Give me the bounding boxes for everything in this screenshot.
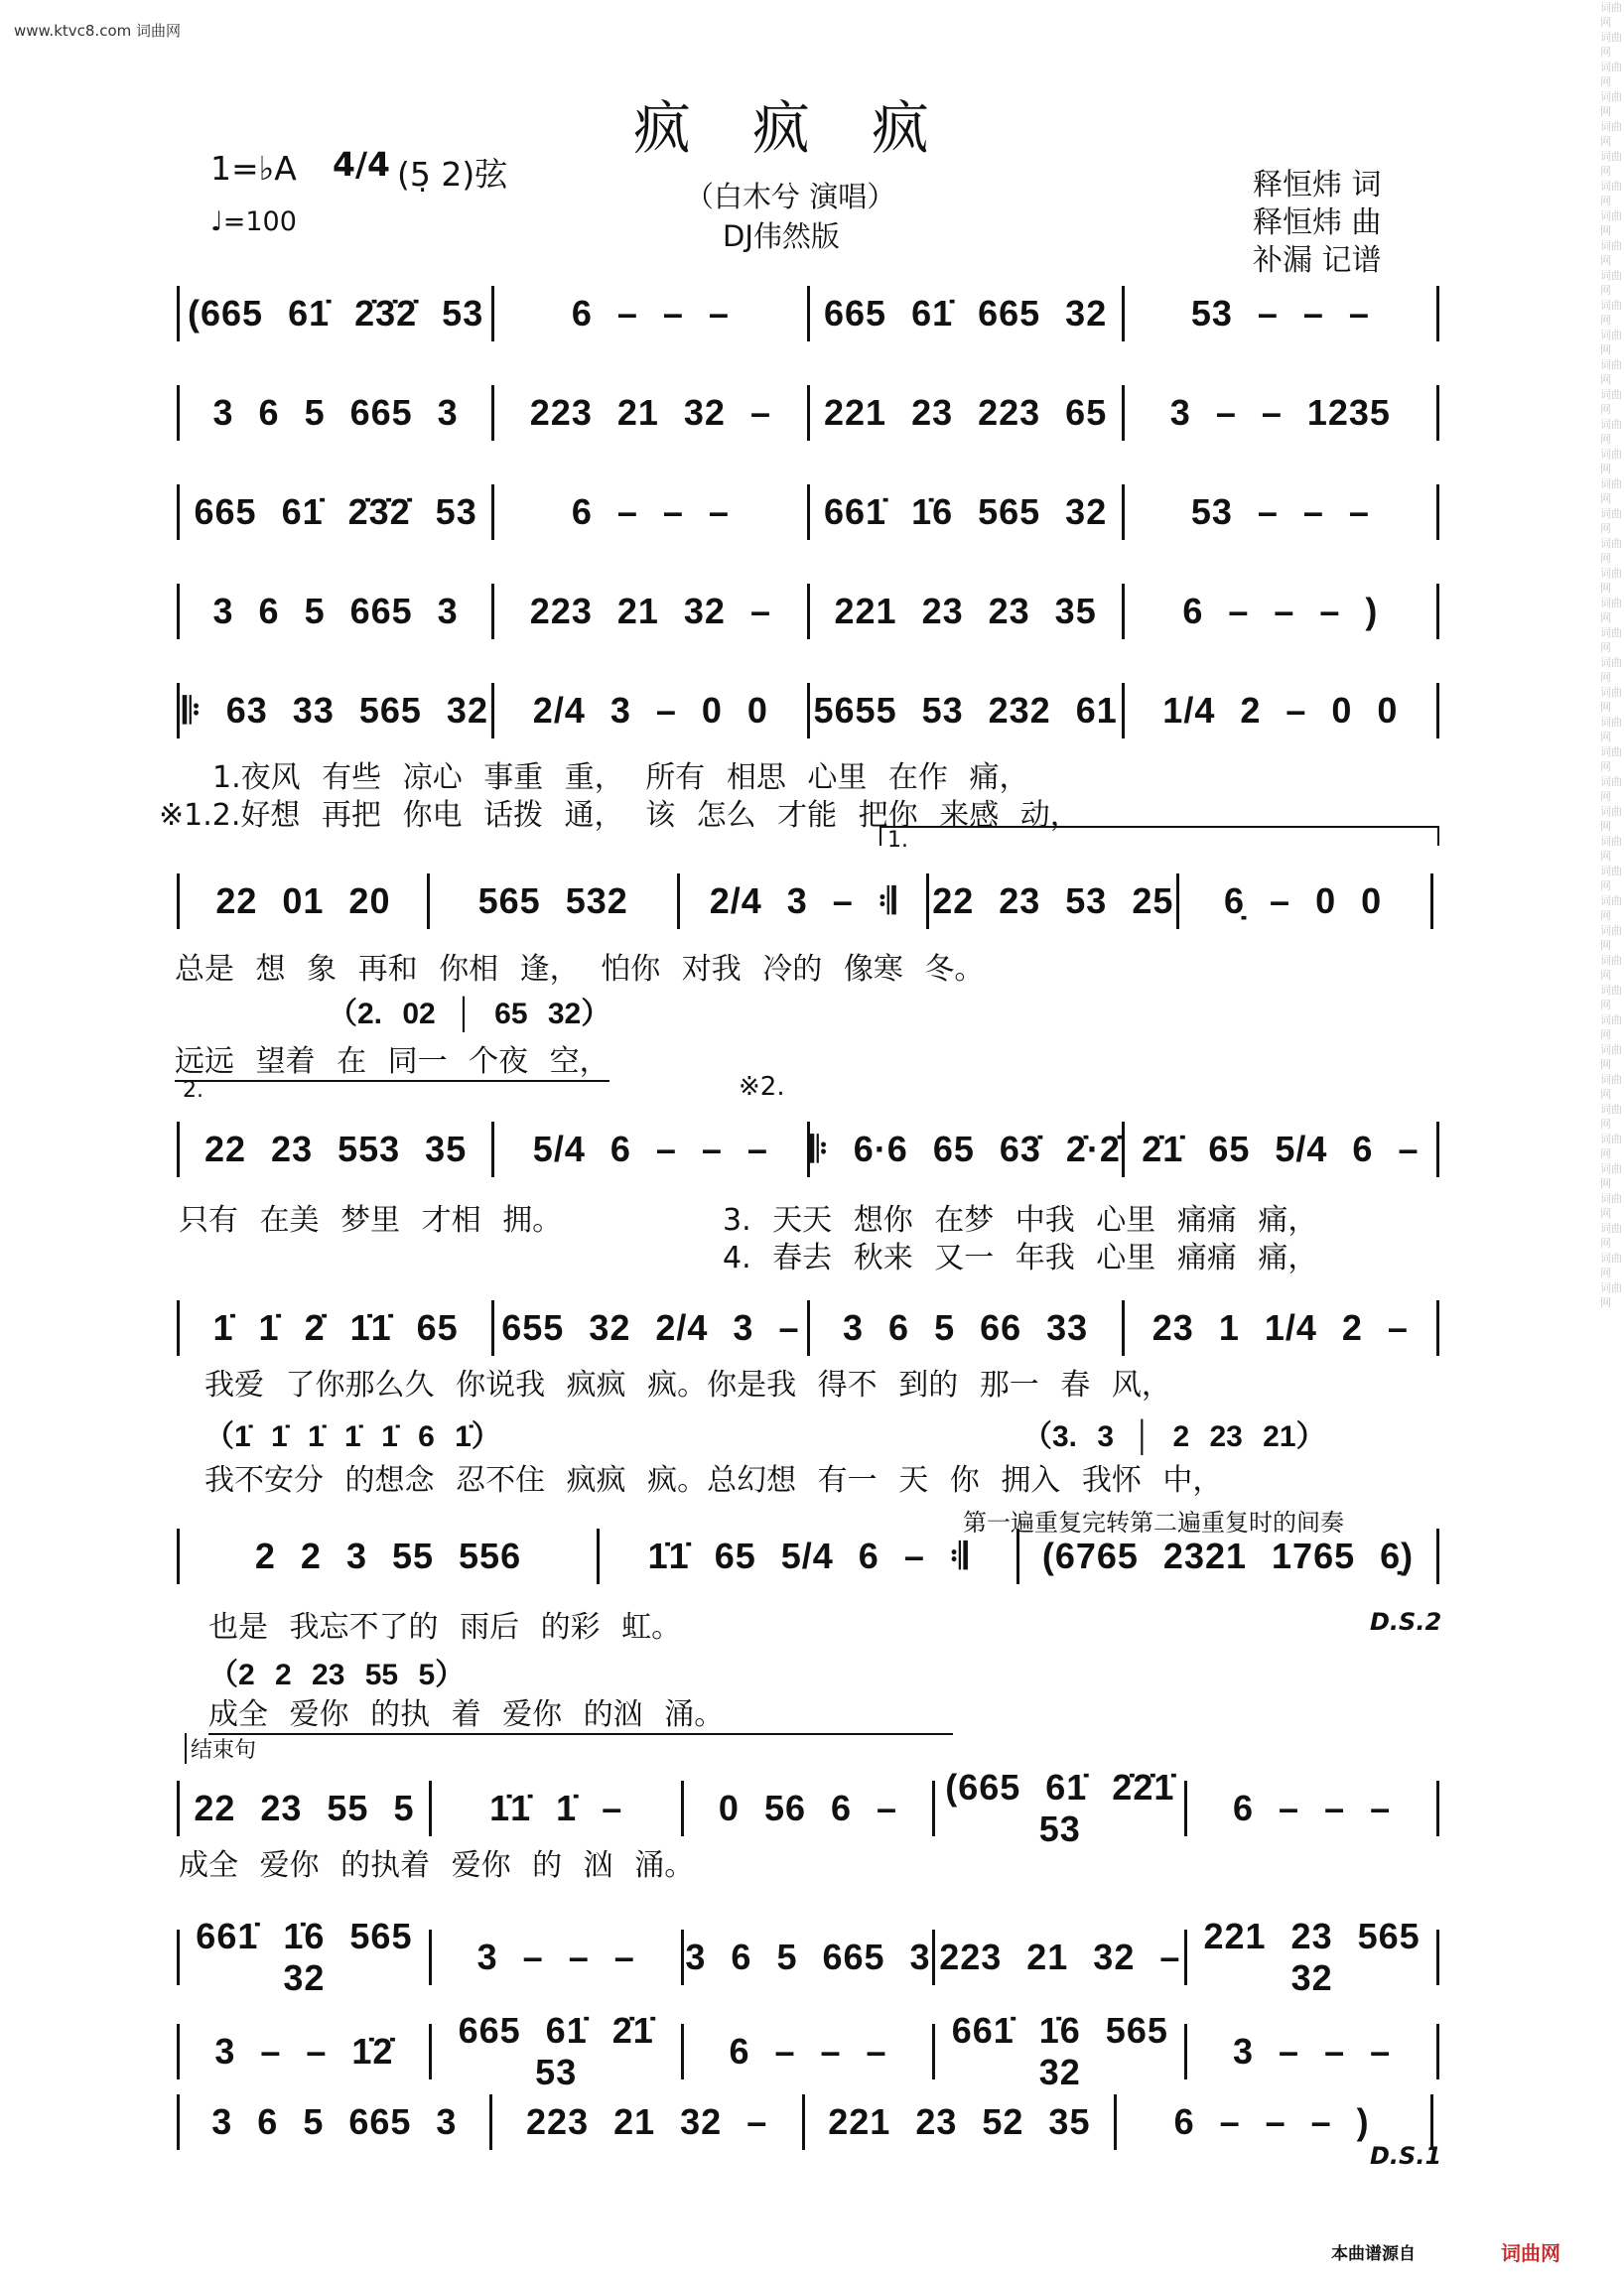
measure: 3 6 5 665 3 [212,591,459,631]
measure: 2/4 3 – 0 0 [532,690,768,731]
alt-notes-2: （1̇ 1̇ 1̇ 1̇ 1̇ 6 1̇） [204,1420,501,1453]
alt-lyric-4: 成全 爱你 的执 着 爱你 的汹 涌。 [208,1689,953,1735]
alt-notes-4: （2 2 23 55 5） [208,1659,466,1691]
score-row [177,484,1439,540]
lyric-verse-11: 成全 爱你 的执着 爱你 的 汹 涌。 [179,1848,695,1883]
measure: 3 6 5 665 3 [212,392,459,433]
measure: 23 1 1/4 2 – [1151,1307,1409,1348]
measure: 221 23 23 35 [834,591,1097,631]
time-signature: 4/4 [333,145,390,184]
barline [1436,683,1439,738]
alt-lyric-1: 远远 望着 在 同一 个夜 空， [175,1036,609,1082]
measure: 5/4 6 – – – [532,1129,768,1169]
measure: 22 23 55 5 [194,1788,415,1828]
singer: （白木兮 演唱） [685,180,896,213]
measure: 1̇1̇ 1̇ – [489,1788,623,1828]
credits [1253,167,1451,280]
measure: 6 – – – [571,293,730,334]
measure: 𝄆 6·6 65 63̇ 2̇·2̇ [810,1128,1121,1169]
measure: 1̇ 1̇ 2̇ 1̇1̇ 65 [212,1307,459,1348]
segno-2: ※2. [739,1072,785,1102]
footer-brand: 词曲网 [1501,2241,1560,2265]
score-row [177,873,1439,929]
measure: 1/4 2 – 0 0 [1162,690,1399,731]
measure: 3 6 5 665 3 [685,1937,931,1977]
score-row [177,286,1439,341]
lyric-verse-9: 也是 我忘不了的 雨后 的彩 虹。 [208,1610,682,1645]
measure: 2̇1̇ 65 5/4 6 – [1142,1129,1420,1169]
measure: 221 23 223 65 [824,392,1108,433]
measure: 3 – – 1̇2̇ [214,2031,394,2072]
ds-1: D.S.1 [1370,2142,1442,2170]
intro-note: (5̣ 2)弦 [397,155,508,194]
measure: 661̇ 1̇6 565 32 [951,2010,1168,2092]
measure: 665 61̇ 665 32 [824,293,1108,334]
page-title: 疯疯疯 [632,94,991,162]
measure: 53 – – – [1190,491,1370,532]
score-row [177,584,1439,639]
measure: 223 21 32 – [939,1937,1181,1977]
barline [1436,1300,1439,1356]
measure: 22 23 553 35 [204,1129,468,1169]
measure: 2 2 3 55 556 [254,1536,522,1576]
measure: 665 61̇ 2̇1̇ 53 [458,2010,654,2092]
score-row [177,2010,1439,2093]
lyric-verse-8: 我不安分 的想念 忍不住 疯疯 疯。总幻想 有一 天 你 拥入 我怀 中， [204,1463,1223,1498]
site-url: www.ktvc8.com 词曲网 [14,22,182,40]
score-row [177,683,1439,738]
barline [1436,2024,1439,2079]
measure: 6 – – – [571,491,730,532]
measure: 655 32 2/4 3 – [501,1307,800,1348]
measure: 22 23 53 25 [932,880,1174,921]
measure: 6 – – – [729,2031,887,2072]
measure: 665 61̇ 2̇3̇2̇ 53 [194,491,477,532]
lyricist: 释恒炜 词 [1253,168,1382,202]
measure: 3 6 5 665 3 [211,2101,458,2142]
measure: (6765 2321 1765 6̣) [1041,1536,1415,1576]
alt-notes-3: （3. 3 │ 2 23 21） [1022,1420,1326,1453]
measure: 53 – – – [1190,293,1370,334]
volta-2-label: 2. [183,1078,203,1103]
barline [1436,584,1439,639]
measure: 3 – – 1235 [1169,392,1391,433]
barline [1430,873,1439,929]
measure: 6 – – – [1233,1788,1392,1828]
score-row [177,1767,1439,1850]
barline [1436,1781,1439,1836]
score-row [177,1916,1439,1999]
barline [1436,385,1439,441]
measure: 661̇ 1̇6 565 32 [824,491,1108,532]
ending-label: 结束句 [185,1733,256,1764]
lyric-verse-6: 4. 春去 秋来 又一 年我 心里 痛痛 痛， [723,1241,1318,1275]
barline [1436,1122,1439,1177]
barline [1436,1529,1439,1584]
tempo: ♩=100 [210,206,297,237]
measure: 223 21 32 – [529,392,771,433]
measure: 221 23 565 32 [1203,1916,1421,1998]
measure: 6 – – – ) [1182,591,1379,631]
barline [1436,1930,1439,1985]
footer-source: 本曲谱源自 [1331,2244,1416,2264]
measure: 22 01 20 [215,880,391,921]
measure: (665 61̇ 2̇3̇2̇ 53 [188,293,484,334]
measure: 3 – – – [476,1937,635,1977]
version: DJ伟然版 [723,219,840,253]
volta-1-label: 1. [887,828,908,853]
measure: 223 21 32 – [526,2101,768,2142]
measure: 𝄆 63 33 565 32 [183,689,488,731]
measure: 565 532 [477,880,628,921]
key-signature: 1=♭A [210,149,297,188]
lyric-verse-4: 只有 在美 梦里 才相 拥。 [179,1203,563,1238]
transcriber: 补漏 记谱 [1253,243,1382,278]
measure: 6̣ – 0 0 [1224,880,1383,921]
measure: 3 – – – [1233,2031,1392,2072]
measure: 5655 53 232 61 [813,690,1118,731]
lyric-verse-7: 我爱 了你那么久 你说我 疯疯 疯。你是我 得不 到的 那一 春 风， [204,1368,1171,1403]
volta-bracket-1 [880,826,1439,853]
lyric-verse-1: 1.夜风 有些 凉心 事重 重， 所有 相思 心里 在作 痛， [212,760,1029,795]
lyric-verse-3: 总是 想 象 再和 你相 逢， 怕你 对我 冷的 像寒 冬。 [175,952,985,987]
lyric-verse-5: 3. 天天 想你 在梦 中我 心里 痛痛 痛， [723,1203,1318,1238]
score-row [177,2094,1439,2150]
measure: 0 56 6 – [718,1788,898,1828]
barline [1436,484,1439,540]
measure: 3 6 5 66 33 [843,1307,1089,1348]
barline [1436,286,1439,341]
measure: 223 21 32 – [529,591,771,631]
measure: 221 23 52 35 [828,2101,1091,2142]
measure: 2/4 3 – 𝄇 [709,879,897,921]
score-row [177,1300,1439,1356]
lyric-verse-2: ※1.2.好想 再把 你电 话拨 通， 该 怎么 才能 把你 来感 动， [159,798,1080,833]
interlude-note: 第一遍重复完转第二遍重复时的间奏 [963,1509,1344,1537]
measure: 661̇ 1̇6 565 32 [196,1916,413,1998]
measure: (665 61̇ 2̇2̇1̇ 53 [945,1767,1175,1849]
ds-2: D.S.2 [1370,1608,1442,1636]
score-row [177,385,1439,441]
measure: 6 – – – ) [1173,2101,1370,2142]
watermark: 词曲网 词曲网 词曲网 词曲网 词曲网 词曲网 词曲网 词曲网 词曲网 词曲网 词曲网 词曲网 词曲网 词曲网 词曲网 词曲网 词曲网 词曲网 词曲网 词曲网 词曲网 词曲网 词曲网 词曲网 词曲网 词曲网 词曲网 词曲网 词曲网 词曲网 词曲网 词曲网 词曲网 词曲网 词曲网 词曲网 词曲网 词曲网 词曲网 词曲网 词曲网 词曲网 词曲网 词曲网 [1600,1,1622,1309]
score-row [177,1122,1439,1177]
alt-notes-1: （2. 02 │ 65 32） [328,998,611,1030]
composer: 释恒炜 曲 [1253,205,1382,240]
measure: 1̇1̇ 65 5/4 6 – 𝄇 [647,1535,969,1576]
